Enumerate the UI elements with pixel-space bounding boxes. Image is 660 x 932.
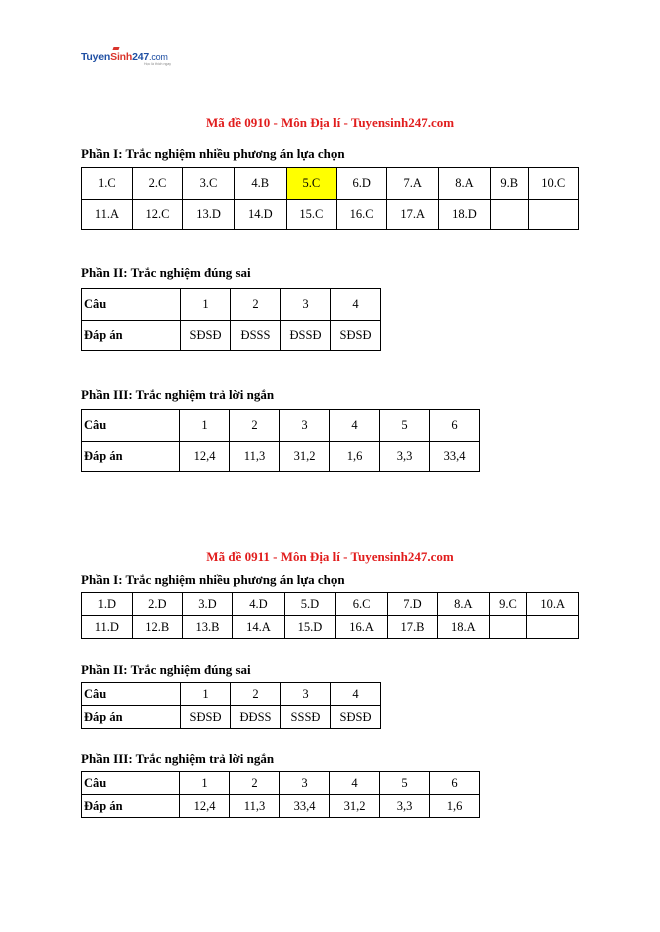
- row-label: Câu: [82, 772, 180, 795]
- answer-cell: 17.A: [387, 200, 439, 230]
- graduation-cap-icon: [112, 47, 119, 50]
- answer-cell: 13.D: [183, 200, 235, 230]
- table-row: [82, 442, 480, 472]
- table-row: [82, 795, 480, 818]
- answer-cell: 2.C: [132, 168, 182, 200]
- answer-cell: 31,2: [330, 795, 380, 818]
- question-cell: 3: [280, 772, 330, 795]
- question-cell: 6: [430, 772, 480, 795]
- answer-cell: [528, 200, 578, 230]
- answer-cell: 8.A: [438, 593, 490, 616]
- answer-cell: 3.C: [183, 168, 235, 200]
- answer-cell: 14.D: [234, 200, 286, 230]
- answer-cell: SĐSĐ: [331, 706, 381, 729]
- row-label: Đáp án: [82, 442, 180, 472]
- part3-answer-table: [81, 409, 480, 472]
- question-cell: 5: [380, 772, 430, 795]
- answer-cell: 33,4: [280, 795, 330, 818]
- answer-cell: 12,4: [180, 442, 230, 472]
- table-row: [82, 706, 381, 729]
- answer-cell: 12,4: [180, 795, 230, 818]
- answer-cell: [489, 616, 527, 639]
- exam-code-title-0910: Mã đề 0910 - Môn Địa lí - Tuyensinh247.com: [205, 115, 455, 130]
- answer-cell: 14.A: [233, 616, 285, 639]
- table-row: [82, 321, 381, 351]
- answer-cell: 3,3: [380, 795, 430, 818]
- part1-heading: Phần I: Trắc nghiệm nhiều phương án lựa chọn: [81, 572, 345, 587]
- row-label: Đáp án: [82, 706, 181, 729]
- part2-heading: Phần II: Trắc nghiệm đúng sai: [81, 265, 251, 280]
- table-row: [82, 410, 480, 442]
- answer-cell: 11,3: [230, 442, 280, 472]
- answer-cell: ĐĐSS: [231, 706, 281, 729]
- answer-cell: SĐSĐ: [181, 706, 231, 729]
- answer-cell: 4.D: [233, 593, 285, 616]
- answer-cell: 18.A: [438, 616, 490, 639]
- answer-cell: 18.D: [439, 200, 491, 230]
- answer-cell: 12.B: [132, 616, 182, 639]
- answer-cell: 7.D: [387, 593, 437, 616]
- exam-code-title-0911: Mã đề 0911 - Môn Địa lí - Tuyensinh247.com: [206, 549, 454, 564]
- answer-cell: 13.B: [182, 616, 232, 639]
- answer-cell: 4.B: [234, 168, 286, 200]
- question-cell: 5: [380, 410, 430, 442]
- part3-heading: Phần III: Trắc nghiệm trả lời ngắn: [81, 387, 275, 402]
- answer-cell: 6.C: [336, 593, 388, 616]
- question-cell: 1: [181, 289, 231, 321]
- question-cell: 3: [280, 410, 330, 442]
- answer-cell: [527, 616, 579, 639]
- table-row: [82, 593, 579, 616]
- question-cell: 1: [181, 683, 231, 706]
- answer-cell: 9.C: [489, 593, 527, 616]
- question-cell: 4: [331, 683, 381, 706]
- question-cell: 3: [281, 289, 331, 321]
- answer-cell: 12.C: [132, 200, 182, 230]
- question-cell: 3: [281, 683, 331, 706]
- answer-cell: 9.B: [490, 168, 528, 200]
- part2-answer-table: [81, 288, 381, 351]
- question-cell: 1: [180, 410, 230, 442]
- row-label: Câu: [82, 289, 181, 321]
- part3-answer-table: [81, 771, 480, 818]
- answer-cell: 10.C: [528, 168, 578, 200]
- table-row: [82, 616, 579, 639]
- question-cell: 2: [230, 410, 280, 442]
- question-cell: 6: [430, 410, 480, 442]
- part3-heading: Phần III: Trắc nghiệm trả lời ngắn: [81, 751, 275, 766]
- answer-cell: 7.A: [387, 168, 439, 200]
- answer-cell: 10.A: [527, 593, 579, 616]
- question-cell: 4: [330, 772, 380, 795]
- part1-heading: Phần I: Trắc nghiệm nhiều phương án lựa chọn: [81, 146, 345, 161]
- answer-cell: 3,3: [380, 442, 430, 472]
- part1-answer-table: [81, 592, 579, 639]
- question-cell: 2: [231, 683, 281, 706]
- answer-cell: SSSĐ: [281, 706, 331, 729]
- part1-answer-table: [81, 167, 579, 230]
- row-label: Đáp án: [82, 795, 180, 818]
- answer-cell: 11.D: [82, 616, 133, 639]
- answer-cell: 5.D: [284, 593, 336, 616]
- question-cell: 1: [180, 772, 230, 795]
- site-logo: TuyenSinh247.com Học là thích ngay: [81, 51, 171, 66]
- answer-cell: [490, 200, 528, 230]
- answer-cell: 15.D: [284, 616, 336, 639]
- answer-cell: 2.D: [132, 593, 182, 616]
- answer-cell: 1,6: [330, 442, 380, 472]
- row-label: Câu: [82, 410, 180, 442]
- answer-cell: 15.C: [286, 200, 336, 230]
- highlighted-answer-cell: 5.C: [286, 168, 336, 200]
- answer-cell: 31,2: [280, 442, 330, 472]
- answer-cell: 1,6: [430, 795, 480, 818]
- answer-cell: 6.D: [336, 168, 386, 200]
- table-row: [82, 200, 579, 230]
- row-label: Đáp án: [82, 321, 181, 351]
- answer-cell: 16.C: [336, 200, 386, 230]
- answer-cell: 11.A: [82, 200, 133, 230]
- answer-cell: 11,3: [230, 795, 280, 818]
- answer-cell: 1.D: [82, 593, 133, 616]
- answer-cell: 8.A: [439, 168, 491, 200]
- table-row: [82, 772, 480, 795]
- answer-cell: 1.C: [82, 168, 133, 200]
- answer-cell: SĐSĐ: [331, 321, 381, 351]
- answer-cell: ĐSSS: [231, 321, 281, 351]
- answer-cell: SĐSĐ: [181, 321, 231, 351]
- answer-cell: 3.D: [182, 593, 232, 616]
- answer-cell: ĐSSĐ: [281, 321, 331, 351]
- part2-answer-table: [81, 682, 381, 729]
- table-row: [82, 168, 579, 200]
- row-label: Câu: [82, 683, 181, 706]
- answer-cell: 33,4: [430, 442, 480, 472]
- answer-cell: 17.B: [387, 616, 437, 639]
- table-row: [82, 683, 381, 706]
- answer-cell: 16.A: [336, 616, 388, 639]
- part2-heading: Phần II: Trắc nghiệm đúng sai: [81, 662, 251, 677]
- question-cell: 4: [330, 410, 380, 442]
- table-row: [82, 289, 381, 321]
- question-cell: 2: [230, 772, 280, 795]
- question-cell: 4: [331, 289, 381, 321]
- question-cell: 2: [231, 289, 281, 321]
